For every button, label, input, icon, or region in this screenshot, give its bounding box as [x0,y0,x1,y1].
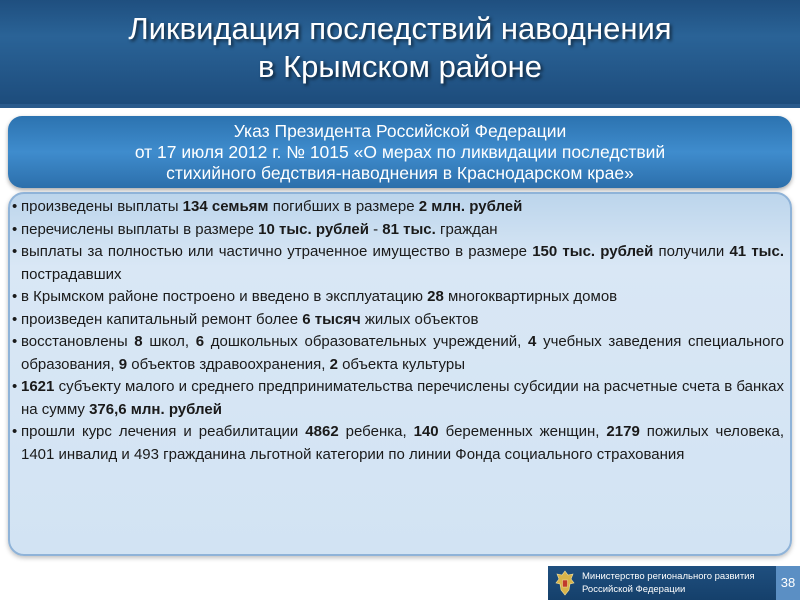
ministry-name-line2: Российской Федерации [582,584,686,595]
bullet: • [12,243,18,260]
bullet: • [12,333,18,350]
item-text: дошкольных образовательных учреждений, [204,333,529,350]
item-highlight: 9 [118,355,128,373]
coat-of-arms-icon [554,569,576,597]
bullet: • [12,310,18,328]
item-text: объектов здравоохранения, [127,355,330,373]
item-text: выплаты за полностью или частично утраченное имущество в размере [21,243,533,260]
decree-line1: Указ Президента Российской Федерации [233,121,567,141]
bullet: • [12,423,18,440]
slide-title-line2: в Крымском районе [258,49,542,84]
slide-header [0,0,800,108]
item-highlight: 2 млн. рублей [418,198,523,215]
item-text: произведен капитальный ремонт более [21,310,303,328]
item-highlight: 8 [134,333,143,350]
item-highlight: 2 [329,355,338,373]
list-item [12,286,784,309]
item-text: получили [653,243,730,260]
item-text: жилых объектов [360,310,479,328]
list-item [12,376,784,421]
list-item [12,241,784,286]
item-highlight: 4862 [305,423,339,440]
item-text: субъекту малого и среднего предпринимательства перечислены субсидии на расчетные счета в банках на сумму [21,378,784,418]
ministry-badge [548,566,776,600]
item-text: беременных женщин, [438,423,607,440]
item-text: погибших в размере [268,198,419,215]
list-item [12,309,784,332]
item-highlight: 2179 [606,423,640,440]
item-text: многоквартирных домов [443,288,618,305]
item-text: произведены выплаты [21,198,183,215]
item-highlight: 134 семьям [182,198,269,215]
ministry-name-line1: Министерство регионального развития [582,571,755,582]
item-text: прошли курс лечения и реабилитации [21,423,306,440]
decree-line3: стихийного бедствия-наводнения в Краснодарском крае» [166,163,634,183]
facts-list [12,196,784,466]
item-text: граждан [435,220,498,238]
list-item [12,219,784,242]
decree-line2: от 17 июля 2012 г. № 1015 «О мерах по ликвидации последствий [134,142,666,162]
item-highlight: 10 тыс. рублей [258,220,369,238]
bullet: • [12,378,18,395]
bullet: • [12,220,18,238]
page-number: 38 [776,566,800,600]
list-item [12,196,784,219]
item-text: перечислены выплаты в размере [21,220,259,238]
item-text: пострадавших [21,265,122,283]
list-item [12,421,784,466]
item-highlight: 28 [427,288,444,305]
list-item [12,331,784,376]
item-highlight: 4 [528,333,537,350]
item-text: пожилых человека, 1401 инвалид и 493 гражданина льготной категории по линии Фонда социального страхования [21,423,784,463]
item-text: учебных заведения специального образования, [21,333,784,373]
item-highlight: 41 тыс. [729,243,784,260]
item-highlight: 150 тыс. рублей [532,243,654,260]
item-text: - [368,220,383,238]
item-highlight: 1621 [21,378,55,395]
item-text: в Крымском районе построено и введено в эксплуатацию [21,288,428,305]
item-highlight: 81 тыс. [382,220,436,238]
item-text: ребенка, [338,423,414,440]
item-text: школ, [142,333,196,350]
slide-title [0,10,800,86]
slide-title-line1: Ликвидация последствий наводнения [128,11,672,46]
bullet: • [12,288,18,305]
item-highlight: 140 [413,423,439,440]
item-highlight: 6 [195,333,205,350]
item-highlight: 376,6 млн. рублей [89,400,222,418]
bullet: • [12,198,18,215]
item-text: восстановлены [21,333,135,350]
item-text: объекта культуры [337,355,465,373]
item-highlight: 6 тысяч [302,310,361,328]
decree-box [8,116,792,188]
